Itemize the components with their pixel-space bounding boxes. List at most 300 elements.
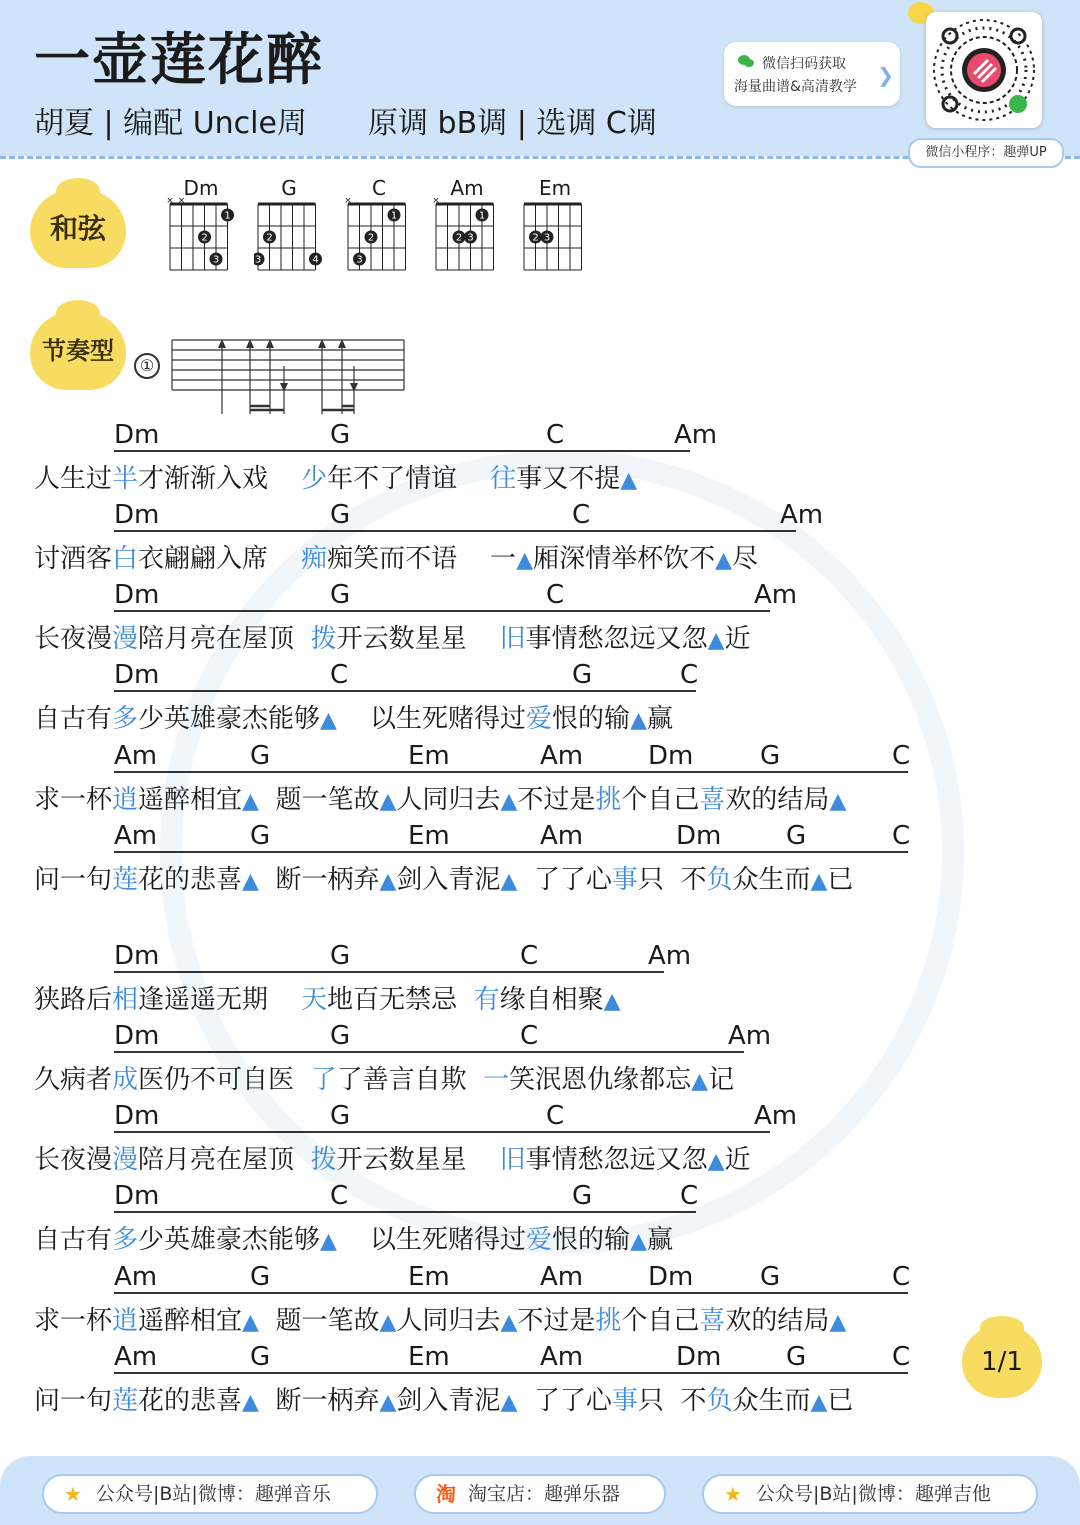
lyric-text: 事情愁忽远又忽: [525, 1145, 708, 1175]
lyric-line: [34, 698, 673, 735]
highlighted-syllable: 喜: [699, 785, 726, 815]
song-line: [34, 580, 1034, 656]
lyric-text: 才渐渐入戏: [138, 464, 302, 494]
chord-label: Dm: [676, 1342, 722, 1372]
lyric-text: 陪月亮在屋顶: [138, 1145, 311, 1175]
chord-underline: [114, 1292, 266, 1294]
highlighted-syllable: 一: [483, 1065, 510, 1095]
chord-underline: [408, 1292, 556, 1294]
lyric-text: 近: [724, 624, 751, 654]
lyric-line: [34, 859, 853, 896]
chord-label: G: [760, 741, 781, 771]
taobao-icon: 淘: [436, 1482, 456, 1506]
strum-triangle-icon: ▲: [630, 708, 647, 733]
strum-triangle-icon: ▲: [242, 869, 259, 894]
chord-label: Am: [780, 500, 824, 530]
chord-diagram-name: C: [372, 176, 386, 200]
lyric-text: 题一笔故: [258, 1306, 380, 1336]
lyric-text: 少英雄豪杰能够: [138, 704, 321, 734]
qr-code-icon: [926, 12, 1042, 128]
chord-underline: [250, 851, 424, 853]
lyric-text: 赢: [646, 1225, 673, 1255]
song-line: [34, 1021, 1034, 1097]
lyric-line: [34, 1139, 751, 1176]
finger-number: 2: [455, 232, 463, 244]
chord-grid: [344, 198, 414, 274]
lyric-text: 年不了情谊: [327, 464, 491, 494]
chord-label: C: [680, 660, 699, 690]
song-line: [34, 660, 1034, 736]
chord-grid: [166, 198, 236, 274]
chords-label-tag: [30, 190, 126, 268]
strum-triangle-icon: ▲: [379, 1390, 397, 1415]
lyric-text: 陪月亮在屋顶: [138, 624, 311, 654]
chord-underline: [676, 1372, 802, 1374]
chord-underline: [520, 971, 664, 973]
chord-label: Dm: [114, 1181, 160, 1211]
star-icon: ★: [64, 1482, 82, 1506]
lyric-text: 开云数星星: [336, 1145, 500, 1175]
chord-diagram-name: G: [281, 176, 297, 200]
chord-label: Am: [114, 1342, 158, 1372]
chord-label: G: [330, 1101, 351, 1131]
strum-triangle-icon: ▲: [620, 468, 638, 493]
highlighted-syllable: 漫: [112, 624, 139, 654]
finger-number: 1: [390, 210, 398, 222]
chord-label: C: [892, 821, 911, 851]
chord-underline: [546, 610, 770, 612]
chord-label: Dm: [648, 1262, 694, 1292]
strum-triangle-icon: ▲: [500, 1390, 518, 1415]
lyric-text: 自古有: [34, 1225, 113, 1255]
footer-middle-text: 淘宝店：趣弹乐器: [468, 1483, 621, 1505]
lyric-line: [34, 618, 751, 655]
lyric-text: 长夜漫: [34, 1145, 113, 1175]
lyric-text: 事又不提: [516, 464, 621, 494]
lyric-text: 恨的输: [552, 704, 631, 734]
chord-underline: [648, 771, 776, 773]
strum-triangle-icon: ▲: [320, 1229, 337, 1254]
finger-number: 3: [254, 254, 262, 266]
lyric-text: 问一句: [34, 1386, 113, 1416]
highlighted-syllable: 挑: [595, 1306, 622, 1336]
lyric-text: 花的悲喜: [138, 865, 243, 895]
highlighted-syllable: 有: [473, 985, 500, 1015]
wechat-icon: [738, 54, 754, 68]
chevron-right-icon: ❯: [877, 63, 894, 87]
lyric-text: 厢深情举杯饮不: [533, 544, 716, 574]
chord-label: G: [330, 420, 351, 450]
rhythm-number: ①: [134, 353, 160, 379]
finger-number: 3: [356, 254, 363, 266]
strum-triangle-icon: ▲: [242, 1310, 259, 1335]
lyric-text: 缘自相聚: [499, 985, 604, 1015]
star-icon: ★: [724, 1482, 742, 1506]
chord-label: Dm: [114, 1021, 160, 1051]
lyric-text: 断一柄弃: [258, 865, 380, 895]
promo-text-1: 微信扫码获取: [762, 56, 846, 72]
lyric-line: [34, 979, 621, 1016]
highlighted-syllable: 成: [112, 1065, 139, 1095]
chord-label: C: [892, 1262, 911, 1292]
highlighted-syllable: 漫: [112, 1145, 139, 1175]
chord-underline: [114, 1051, 346, 1053]
chord-label: Am: [754, 580, 798, 610]
lyric-text: 欢的结局: [725, 785, 830, 815]
qr-code[interactable]: [926, 12, 1042, 128]
mute-mark: ×: [344, 198, 352, 206]
lyric-text: 不过是: [517, 785, 596, 815]
lyric-text: 医仍不可自医: [138, 1065, 311, 1095]
rhythm-pattern: [170, 336, 406, 416]
strum-triangle-icon: ▲: [715, 548, 733, 573]
chord-underline: [114, 530, 346, 532]
highlighted-syllable: 痴: [301, 544, 328, 574]
chord-underline: [250, 1372, 424, 1374]
lyric-line: [34, 1300, 846, 1337]
highlighted-syllable: 负: [706, 865, 733, 895]
chord-diagram-em: [520, 176, 590, 276]
chord-label: Em: [408, 1342, 450, 1372]
lyric-text: 只 不: [637, 1386, 707, 1416]
chord-label: C: [546, 420, 565, 450]
chord-label: C: [892, 741, 911, 771]
lyric-text: 人同归去: [396, 785, 501, 815]
chord-underline: [114, 690, 346, 692]
chord-underline: [250, 771, 424, 773]
chord-label: G: [786, 1342, 807, 1372]
highlighted-syllable: 挑: [595, 785, 622, 815]
chord-label: Am: [114, 821, 158, 851]
lyric-text: 欢的结局: [725, 1306, 830, 1336]
rhythm-label-tag: [30, 312, 126, 390]
chord-underline: [786, 1372, 908, 1374]
strum-triangle-icon: ▲: [810, 869, 828, 894]
chord-label: G: [330, 1021, 351, 1051]
chord-label: Am: [540, 1342, 584, 1372]
highlighted-syllable: 相: [112, 985, 139, 1015]
chord-underline: [572, 690, 696, 692]
chord-label: Am: [648, 941, 692, 971]
chord-underline: [330, 530, 588, 532]
highlighted-syllable: 往: [490, 464, 517, 494]
finger-number: 3: [212, 254, 220, 266]
chord-label: Dm: [648, 741, 694, 771]
lyric-text: 已: [827, 865, 854, 895]
highlighted-syllable: 喜: [699, 1306, 726, 1336]
lyric-text: 了了心: [517, 865, 612, 895]
lyric-text: 求一杯: [34, 785, 113, 815]
strum-triangle-icon: ▲: [691, 1069, 709, 1094]
chord-label: Dm: [676, 821, 722, 851]
chord-underline: [520, 1051, 744, 1053]
chord-diagram-name: Am: [450, 176, 484, 200]
chord-label: G: [572, 1181, 593, 1211]
highlighted-syllable: 莲: [112, 865, 139, 895]
chord-diagram-dm: [166, 176, 236, 276]
strum-triangle-icon: ▲: [707, 628, 725, 653]
chord-label: G: [786, 821, 807, 851]
chords-label: 和弦: [49, 212, 106, 245]
chord-underline: [676, 851, 802, 853]
lyric-text: 人同归去: [396, 1306, 501, 1336]
chord-label: C: [680, 1181, 699, 1211]
chord-underline: [330, 1131, 562, 1133]
highlighted-syllable: 事: [611, 865, 638, 895]
lyric-line: [34, 458, 637, 495]
chord-underline: [760, 771, 908, 773]
song-line: [34, 821, 1034, 897]
chord-diagram-am: [432, 176, 502, 276]
chord-grid: [432, 198, 502, 274]
strum-triangle-icon: ▲: [630, 1229, 647, 1254]
chord-grid: [520, 198, 590, 274]
finger-number: 2: [266, 232, 273, 244]
chord-underline: [330, 610, 562, 612]
lyric-text: 以生死赌得过: [336, 1225, 527, 1255]
lyric-text: 少英雄豪杰能够: [138, 1225, 321, 1255]
chord-label: C: [520, 941, 539, 971]
lyric-text: 求一杯: [34, 1306, 113, 1336]
lyric-text: 衣翩翩入席: [138, 544, 302, 574]
strum-triangle-icon: ▲: [320, 708, 337, 733]
highlighted-syllable: 白: [112, 544, 139, 574]
chord-label: Em: [408, 741, 450, 771]
chord-label: G: [330, 500, 351, 530]
chord-label: Dm: [114, 1101, 160, 1131]
lyric-text: 久病者: [34, 1065, 113, 1095]
chord-label: Am: [540, 1262, 584, 1292]
strum-triangle-icon: ▲: [242, 1390, 259, 1415]
finger-number: 3: [467, 232, 474, 244]
strum-triangle-icon: ▲: [379, 869, 397, 894]
strum-triangle-icon: ▲: [516, 548, 534, 573]
lyric-line: [34, 1059, 734, 1096]
chord-underline: [546, 450, 690, 452]
strum-triangle-icon: ▲: [603, 989, 621, 1014]
finger-number: 1: [478, 210, 486, 222]
strum-triangle-icon: ▲: [829, 789, 847, 814]
chord-label: Am: [754, 1101, 798, 1131]
strum-triangle-icon: ▲: [242, 789, 259, 814]
lyric-text: 个自己: [621, 1306, 700, 1336]
page-badge: [962, 1326, 1042, 1398]
highlighted-syllable: 半: [112, 464, 139, 494]
chord-label: Dm: [114, 580, 160, 610]
chord-underline: [330, 450, 562, 452]
footer-left-text: 公众号|B站|微博：趣弹音乐: [96, 1483, 331, 1505]
finger-number: 3: [543, 232, 551, 244]
lyric-text: 讨酒客: [34, 544, 113, 574]
lyric-line: [34, 538, 758, 575]
artist-arranger: 胡夏 | 编配 Uncle周: [34, 106, 307, 141]
lyric-text: 不过是: [517, 1306, 596, 1336]
strum-triangle-icon: ▲: [500, 1310, 518, 1335]
lyric-text: 长夜漫: [34, 624, 113, 654]
wechat-promo[interactable]: [724, 42, 900, 106]
footer-link-music[interactable]: [42, 1474, 378, 1514]
mute-mark: ×: [166, 198, 174, 206]
chord-underline: [572, 1211, 696, 1213]
chord-label: G: [572, 660, 593, 690]
lyric-text: 了善言自欺: [336, 1065, 484, 1095]
chord-label: G: [330, 580, 351, 610]
highlighted-syllable: 拨: [310, 1145, 337, 1175]
chord-label: G: [250, 741, 271, 771]
lyric-line: [34, 1219, 673, 1256]
lyric-text: 笑泯恩仇缘都忘: [509, 1065, 692, 1095]
lyric-text: 遥醉相宜: [138, 785, 243, 815]
chord-underline: [540, 851, 692, 853]
page-number: 1/1: [981, 1347, 1023, 1377]
chord-label: C: [546, 1101, 565, 1131]
chord-diagram-g: [254, 176, 324, 276]
lyric-text: 已: [827, 1386, 854, 1416]
chord-underline: [114, 1211, 346, 1213]
chord-diagram-name: Em: [538, 176, 572, 200]
footer-link-taobao[interactable]: [414, 1474, 666, 1514]
chord-label: C: [572, 500, 591, 530]
chord-label: C: [330, 660, 349, 690]
lyric-text: 地百无禁忌: [327, 985, 474, 1015]
lyric-text: 一: [490, 544, 517, 574]
lyric-text: 近: [724, 1145, 751, 1175]
chord-grid: [254, 198, 324, 274]
finger-number: 2: [367, 232, 375, 244]
chord-label: G: [250, 1262, 271, 1292]
chord-underline: [114, 771, 266, 773]
lyric-text: 人生过: [34, 464, 113, 494]
lyric-text: 花的悲喜: [138, 1386, 243, 1416]
chord-label: Am: [114, 1262, 158, 1292]
strum-triangle-icon: ▲: [379, 1310, 397, 1335]
lyric-text: 逢遥遥无期: [138, 985, 302, 1015]
strum-triangle-icon: ▲: [500, 789, 518, 814]
lyric-text: 断一柄弃: [258, 1386, 380, 1416]
strum-triangle-icon: ▲: [500, 869, 518, 894]
chord-label: Am: [674, 420, 718, 450]
mute-mark: ×: [432, 198, 440, 206]
highlighted-syllable: 事: [611, 1386, 638, 1416]
lyric-text: 问一句: [34, 865, 113, 895]
qr-caption: 微信小程序：趣弹UP: [908, 138, 1064, 168]
highlighted-syllable: 旧: [499, 624, 526, 654]
footer-link-guitar[interactable]: [702, 1474, 1038, 1514]
highlighted-syllable: 逍: [112, 785, 139, 815]
highlighted-syllable: 逍: [112, 1306, 139, 1336]
song-line: [34, 500, 1034, 576]
chord-underline: [114, 971, 346, 973]
highlighted-syllable: 少: [301, 464, 328, 494]
highlighted-syllable: 天: [301, 985, 328, 1015]
chord-label: Am: [540, 821, 584, 851]
chord-underline: [330, 971, 536, 973]
lyric-text: 众生而: [732, 1386, 811, 1416]
song-line: [34, 941, 1034, 1017]
chord-label: G: [250, 1342, 271, 1372]
strum-triangle-icon: ▲: [707, 1149, 725, 1174]
finger-number: 4: [312, 254, 319, 266]
chord-underline: [648, 1292, 776, 1294]
chord-label: Dm: [114, 500, 160, 530]
lyric-text: 众生而: [732, 865, 811, 895]
chord-label: Am: [540, 741, 584, 771]
chord-underline: [114, 851, 266, 853]
chord-underline: [408, 1372, 556, 1374]
footer-right-text: 公众号|B站|微博：趣弹吉他: [756, 1483, 991, 1505]
chord-underline: [408, 771, 556, 773]
lyric-text: 尽: [732, 544, 759, 574]
song-title: 一壶莲花醉: [34, 28, 324, 93]
chord-label: Dm: [114, 941, 160, 971]
lyric-text: 题一笔故: [258, 785, 380, 815]
chord-label: C: [330, 1181, 349, 1211]
chord-label: C: [520, 1021, 539, 1051]
strum-triangle-icon: ▲: [810, 1390, 828, 1415]
lyric-text: 只 不: [637, 865, 707, 895]
chord-underline: [408, 851, 556, 853]
finger-number: 2: [532, 232, 539, 244]
chord-label: Dm: [114, 660, 160, 690]
chord-underline: [114, 450, 346, 452]
chord-label: Em: [408, 821, 450, 851]
chord-underline: [114, 1372, 266, 1374]
finger-number: 2: [201, 232, 208, 244]
lyric-text: 遥醉相宜: [138, 1306, 243, 1336]
promo-text-2: 海量曲谱&高清教学: [734, 79, 857, 95]
highlighted-syllable: 旧: [499, 1145, 526, 1175]
song-line: [34, 420, 1034, 496]
lyric-text: 了了心: [517, 1386, 612, 1416]
chord-underline: [540, 1292, 664, 1294]
highlighted-syllable: 莲: [112, 1386, 139, 1416]
lyric-text: 开云数星星: [336, 624, 500, 654]
chord-underline: [330, 1051, 536, 1053]
chord-underline: [330, 1211, 588, 1213]
chord-underline: [546, 1131, 770, 1133]
finger-number: 1: [224, 210, 231, 222]
chord-label: Em: [408, 1262, 450, 1292]
highlighted-syllable: 拨: [310, 624, 337, 654]
lyric-text: 剑入青泥: [396, 865, 501, 895]
chord-label: C: [546, 580, 565, 610]
song-line: [34, 1262, 1034, 1338]
lyric-text: 以生死赌得过: [336, 704, 527, 734]
strum-triangle-icon: ▲: [379, 789, 397, 814]
lyric-text: 赢: [646, 704, 673, 734]
highlighted-syllable: 爱: [526, 704, 553, 734]
chord-label: G: [250, 821, 271, 851]
chord-underline: [540, 1372, 692, 1374]
chord-underline: [786, 851, 908, 853]
chord-label: Am: [728, 1021, 772, 1051]
chord-underline: [760, 1292, 908, 1294]
chord-label: G: [760, 1262, 781, 1292]
chord-diagram-name: Dm: [183, 176, 219, 200]
lyric-line: [34, 779, 846, 816]
song-line: [34, 1101, 1034, 1177]
chord-label: Dm: [114, 420, 160, 450]
key-info: 原调 bB调 | 选调 C调: [368, 106, 657, 141]
chord-underline: [250, 1292, 424, 1294]
highlighted-syllable: 多: [112, 1225, 139, 1255]
chord-underline: [114, 610, 346, 612]
lyric-text: 事情愁忽远又忽: [525, 624, 708, 654]
chord-underline: [114, 1131, 346, 1133]
highlighted-syllable: 负: [706, 1386, 733, 1416]
chord-label: Am: [114, 741, 158, 771]
highlighted-syllable: 爱: [526, 1225, 553, 1255]
